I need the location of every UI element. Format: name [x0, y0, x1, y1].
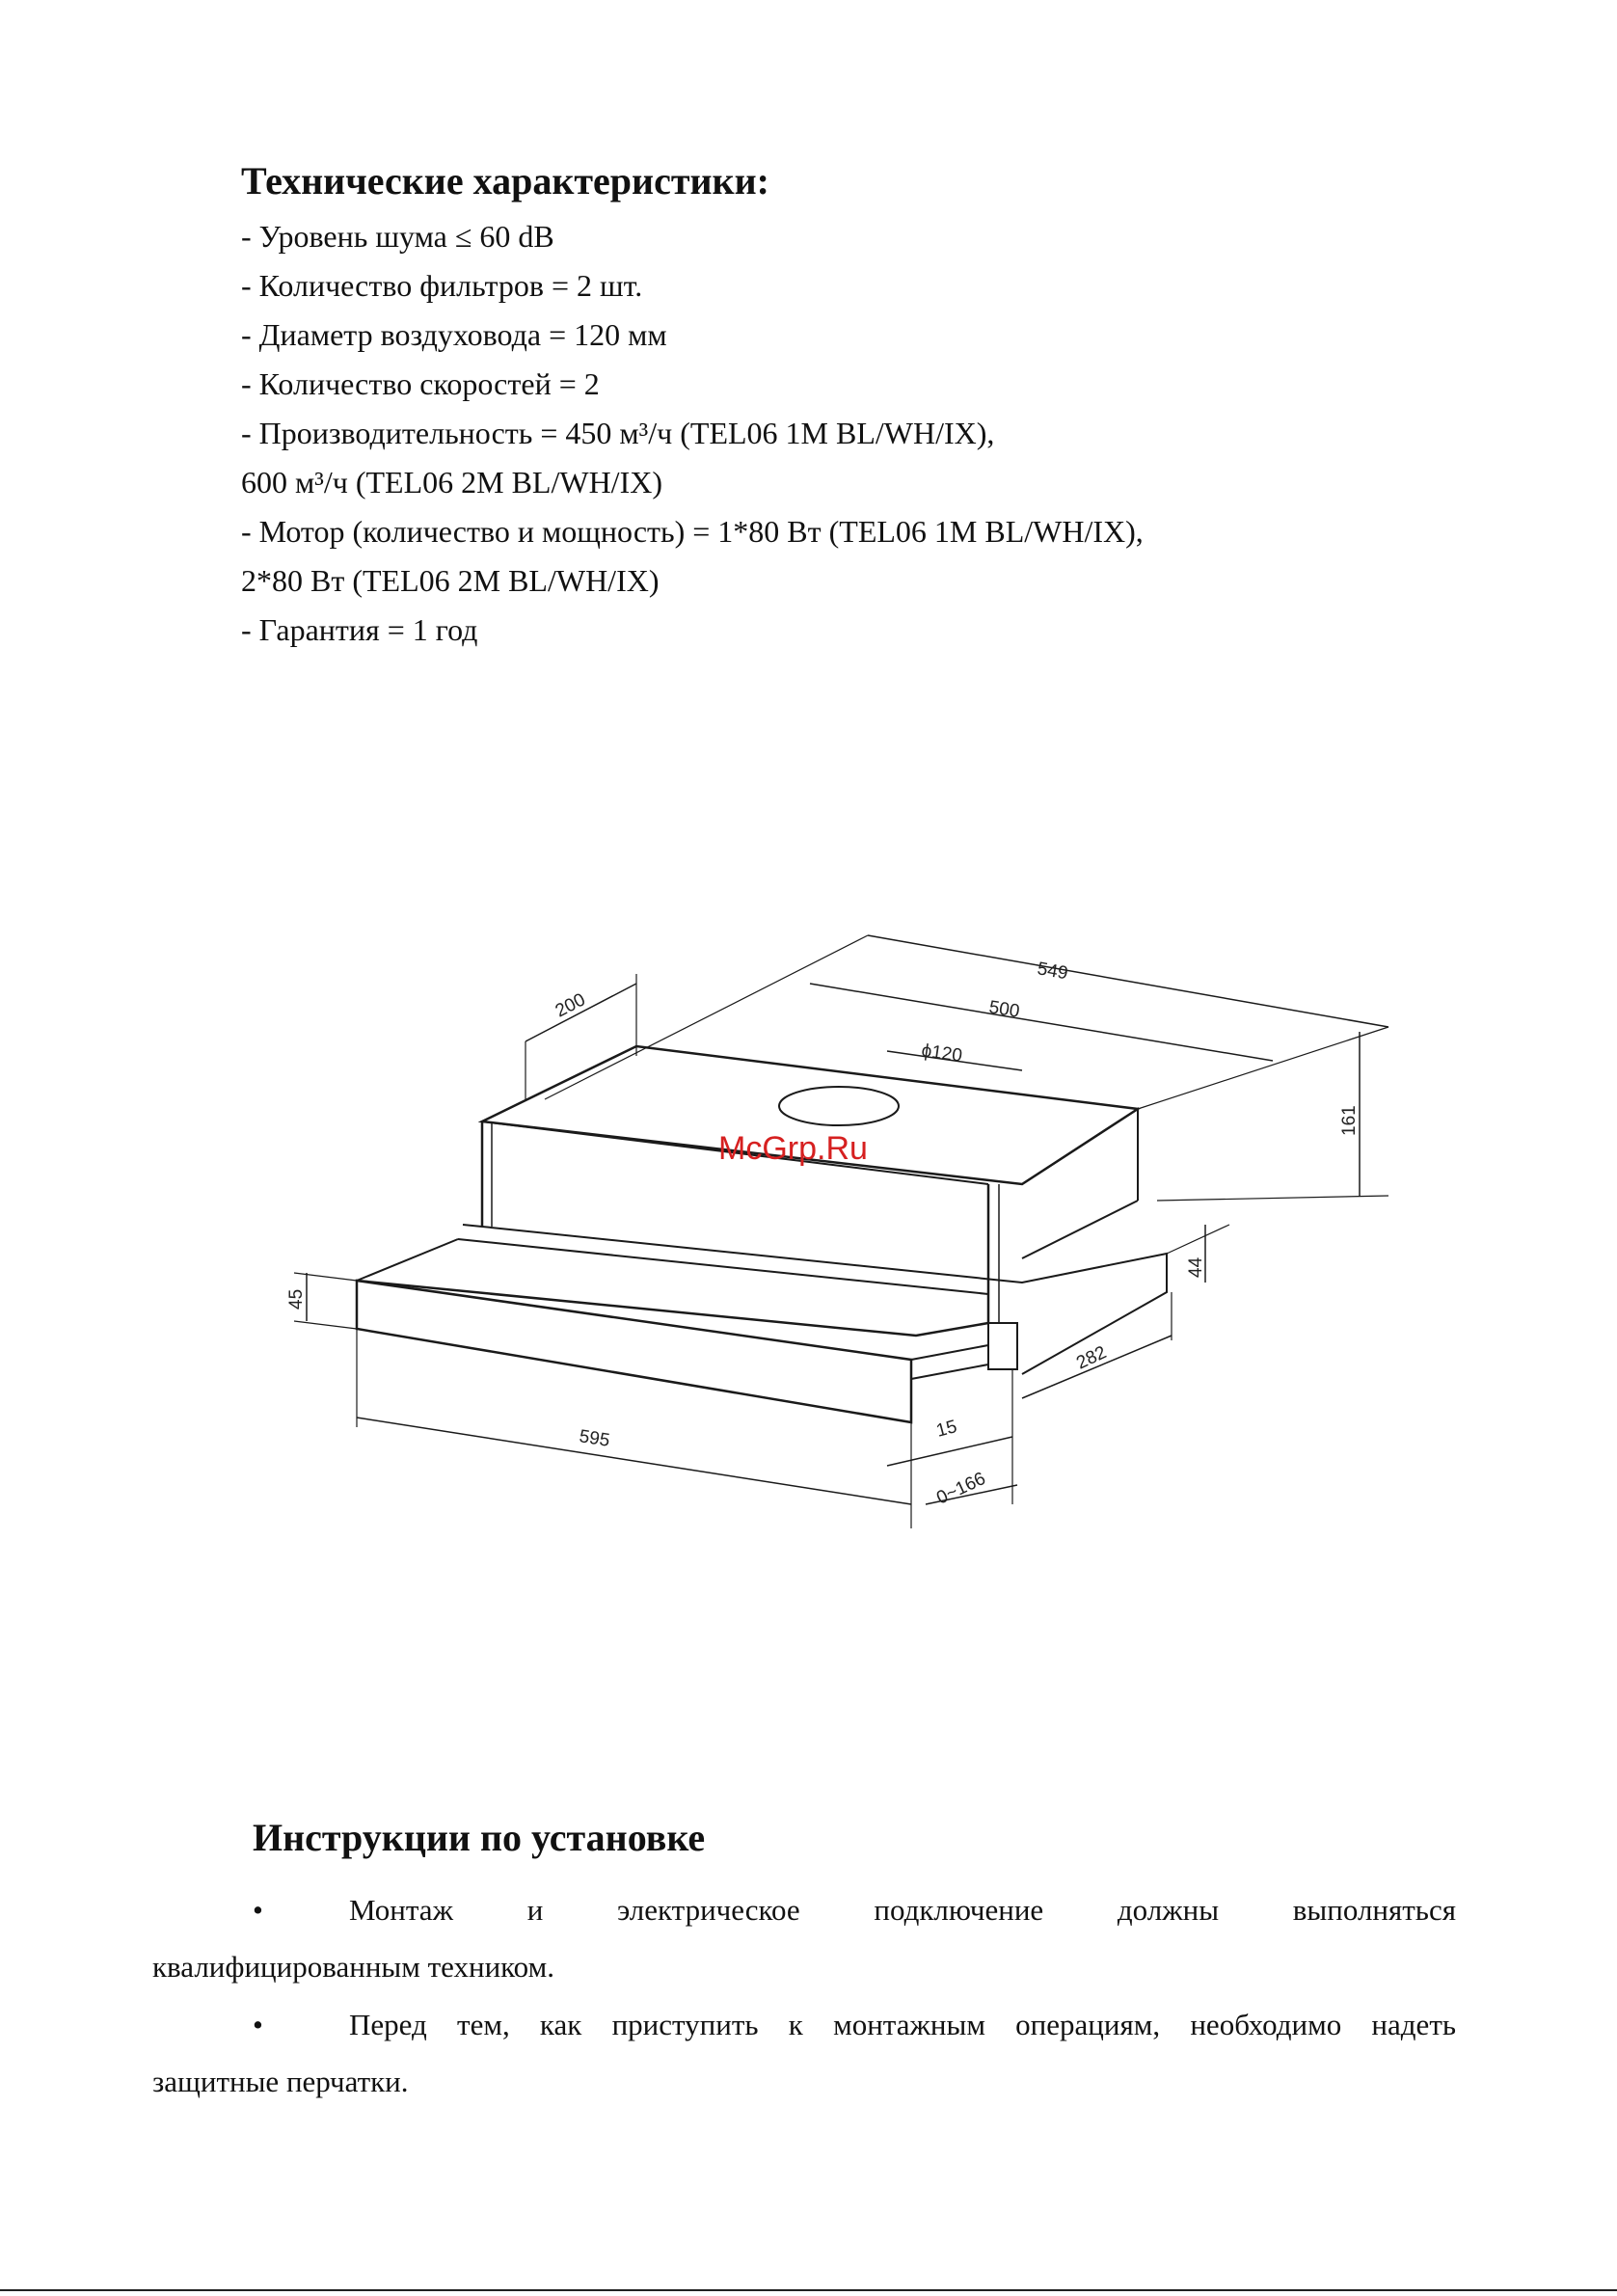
spec-line: - Производительность = 450 м³/ч (TEL06 1M BL/WH/IX),: [241, 416, 995, 450]
bullet: •: [253, 2008, 263, 2041]
word: подключение: [874, 1893, 1044, 1927]
bullet: •: [253, 1893, 263, 1927]
dim-45: 45: [286, 1288, 307, 1310]
spec-line: - Диаметр воздуховода = 120 мм: [241, 317, 667, 352]
word: должны: [1117, 1893, 1220, 1927]
dim-161: 161: [1339, 1105, 1360, 1136]
dim-549: 549: [1036, 959, 1069, 985]
word: Монтаж: [349, 1893, 453, 1927]
watermark-logo: McGrp.Ru: [718, 1130, 868, 1167]
word: выполняться: [1292, 1893, 1456, 1927]
dim-15: 15: [933, 1417, 959, 1442]
install-paragraph-1-line-2: квалифицированным техником.: [152, 1950, 554, 1984]
install-paragraph-2-line-1: Перед тем, как приступить к монтажным операциям, необходимо надеть: [349, 2008, 1456, 2041]
word: электрическое: [617, 1893, 800, 1927]
spec-line: - Мотор (количество и мощность) = 1*80 Вт (TEL06 1M BL/WH/IX),: [241, 514, 1144, 549]
hood-drawing: [270, 906, 1408, 1543]
dim-595: 595: [578, 1426, 611, 1451]
spec-line: 600 м³/ч (TEL06 2M BL/WH/IX): [241, 465, 662, 500]
dim-200: 200: [552, 989, 589, 1022]
install-paragraph-2-line-2: защитные перчатки.: [152, 2065, 409, 2098]
specs-title: Технические характеристики:: [241, 159, 769, 203]
word: и: [526, 1893, 544, 1927]
dim-120: ϕ120: [920, 1040, 964, 1067]
bottom-rule: [0, 2289, 1617, 2291]
spec-line: 2*80 Вт (TEL06 2M BL/WH/IX): [241, 563, 660, 598]
spec-line: - Количество скоростей = 2: [241, 366, 600, 401]
dim-44: 44: [1186, 1256, 1206, 1278]
install-paragraph-1-line-1: [349, 1893, 1456, 1928]
spec-line: - Количество фильтров = 2 шт.: [241, 268, 643, 303]
spec-line: - Уровень шума ≤ 60 dB: [241, 219, 554, 254]
dim-0-166: 0~166: [933, 1468, 989, 1509]
dim-282: 282: [1073, 1342, 1110, 1374]
spec-line: - Гарантия = 1 год: [241, 612, 478, 647]
dim-500: 500: [987, 997, 1021, 1022]
install-title: Инструкции по установке: [253, 1816, 706, 1859]
